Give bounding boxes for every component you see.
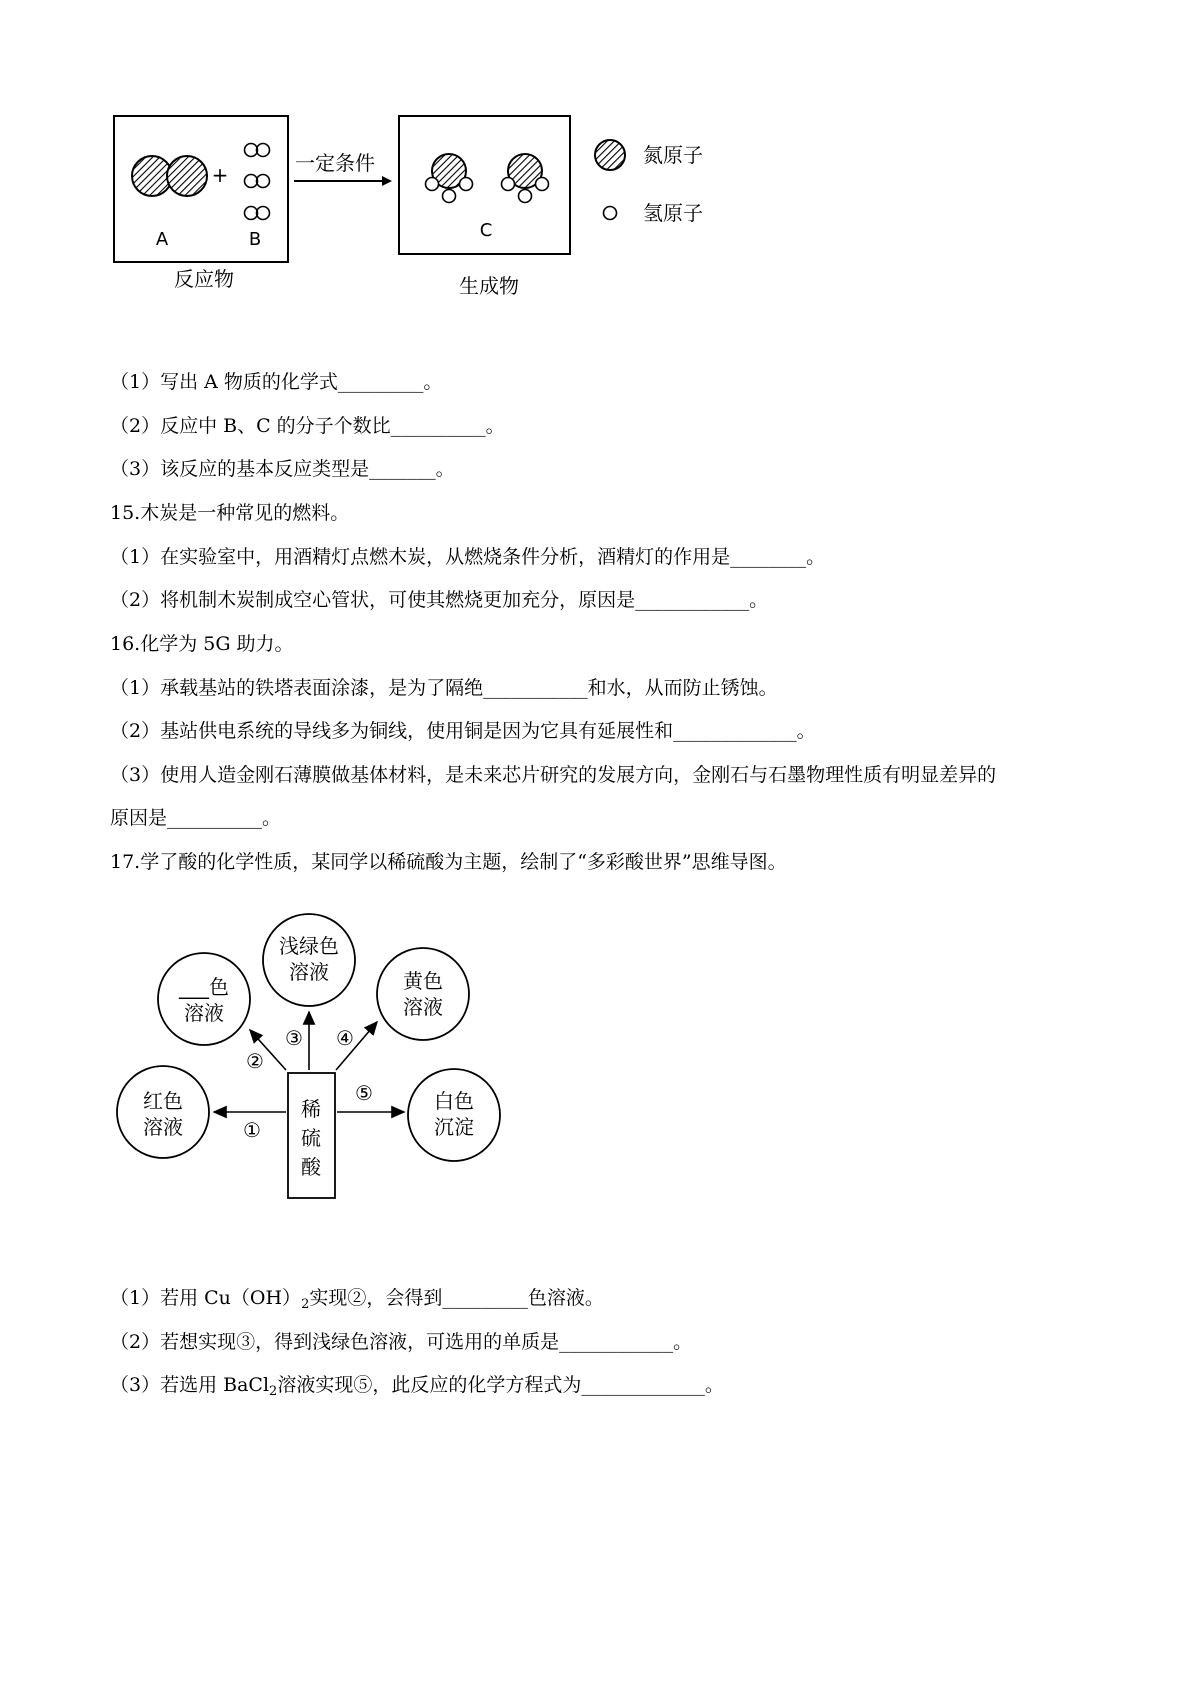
- arrow-label-1: ①: [243, 1118, 261, 1142]
- hydrogen-atom-icon: [604, 207, 617, 220]
- q17-item-1-subscript: 2: [301, 1297, 310, 1312]
- circle-blank-line2: 溶液: [184, 1001, 224, 1025]
- q14-item-2: （2）反应中 B、C 的分子个数比__________。: [110, 415, 505, 437]
- reactants-caption: 反应物: [174, 267, 234, 291]
- arrow-label-2: ②: [246, 1049, 264, 1073]
- reaction-diagram: [100, 110, 780, 320]
- q17-title: 17.学了酸的化学性质，某同学以稀硫酸为主题，绘制了“多彩酸世界”思维导图。: [110, 851, 787, 873]
- label-c: C: [479, 220, 493, 241]
- nitrogen-atom-icon: [595, 140, 625, 170]
- arrow-label-4: ④: [336, 1026, 354, 1050]
- q15-item-1: （1）在实验室中，用酒精灯点燃木炭，从燃烧条件分析，酒精灯的作用是________。: [110, 546, 826, 568]
- q16-item-3-continued: 原因是__________。: [110, 807, 282, 829]
- plus-sign: +: [211, 163, 229, 187]
- q15-title: 15.木炭是一种常见的燃料。: [110, 502, 350, 524]
- nitrogen-atom-icon: [167, 156, 207, 196]
- ammonia-molecule: [426, 154, 473, 203]
- label-a: A: [155, 229, 169, 250]
- legend-hydrogen-label: 氢原子: [643, 201, 703, 225]
- q17-item-1: [110, 1285, 604, 1318]
- acid-mindmap: [100, 890, 520, 1220]
- center-char-1: 稀: [301, 1097, 321, 1121]
- reaction-condition: 一定条件: [295, 151, 375, 175]
- legend-nitrogen-label: 氮原子: [643, 143, 703, 167]
- label-b: B: [248, 229, 262, 250]
- q14-item-3: （3）该反应的基本反应类型是_______。: [110, 458, 455, 480]
- q17-item-2: （2）若想实现③，得到浅绿色溶液，可选用的单质是____________。: [110, 1331, 693, 1353]
- q14-item-1: （1）写出 A 物质的化学式_________。: [110, 371, 443, 393]
- arrow-head-icon: [382, 176, 392, 186]
- q16-item-3: （3）使用人造金刚石薄膜做基体材料，是未来芯片研究的发展方向，金刚石与石墨物理性质有明显差异的: [110, 764, 997, 786]
- hydrogen-molecules: [245, 144, 270, 220]
- ammonia-molecule: [502, 154, 549, 203]
- q16-item-1: （1）承载基站的铁塔表面涂漆，是为了隔绝___________和水，从而防止锈蚀。: [110, 677, 778, 699]
- q15-item-2: （2）将机制木炭制成空心管状，可使其燃烧更加充分，原因是____________。: [110, 589, 769, 611]
- circle-light-green-line1: 浅绿色: [279, 934, 339, 958]
- circle-blank-color: [158, 953, 250, 1045]
- circle-white-line2: 沉淀: [434, 1115, 474, 1139]
- q17-item-3: [110, 1372, 724, 1405]
- circle-red-line1: 红色: [143, 1089, 183, 1113]
- circle-light-green-line2: 溶液: [289, 960, 329, 984]
- circle-yellow: [377, 948, 469, 1040]
- q16-item-2: （2）基站供电系统的导线多为铜线，使用铜是因为它具有延展性和_____________。: [110, 720, 816, 742]
- center-char-3: 酸: [301, 1155, 321, 1179]
- arrow-label-3: ③: [285, 1026, 303, 1050]
- circle-yellow-line2: 溶液: [403, 995, 443, 1019]
- q17-item-1-pre: （1）若用 Cu（OH）: [110, 1287, 302, 1309]
- circle-red-line2: 溶液: [143, 1115, 183, 1139]
- products-caption: 生成物: [459, 274, 519, 298]
- q17-item-3-subscript: 2: [269, 1384, 278, 1399]
- center-char-2: 硫: [301, 1126, 321, 1150]
- q16-title: 16.化学为 5G 助力。: [110, 633, 294, 655]
- circle-blank-line1: ___色: [179, 975, 229, 999]
- q17-item-3-pre: （3）若选用 BaCl: [110, 1374, 270, 1396]
- circle-white-line1: 白色: [434, 1089, 474, 1113]
- circle-yellow-line1: 黄色: [403, 969, 443, 993]
- arrow-label-5: ⑤: [355, 1081, 373, 1105]
- q17-item-1-post: 实现②，会得到_________色溶液。: [309, 1287, 604, 1309]
- q17-item-3-post: 溶液实现⑤，此反应的化学方程式为_____________。: [277, 1374, 724, 1396]
